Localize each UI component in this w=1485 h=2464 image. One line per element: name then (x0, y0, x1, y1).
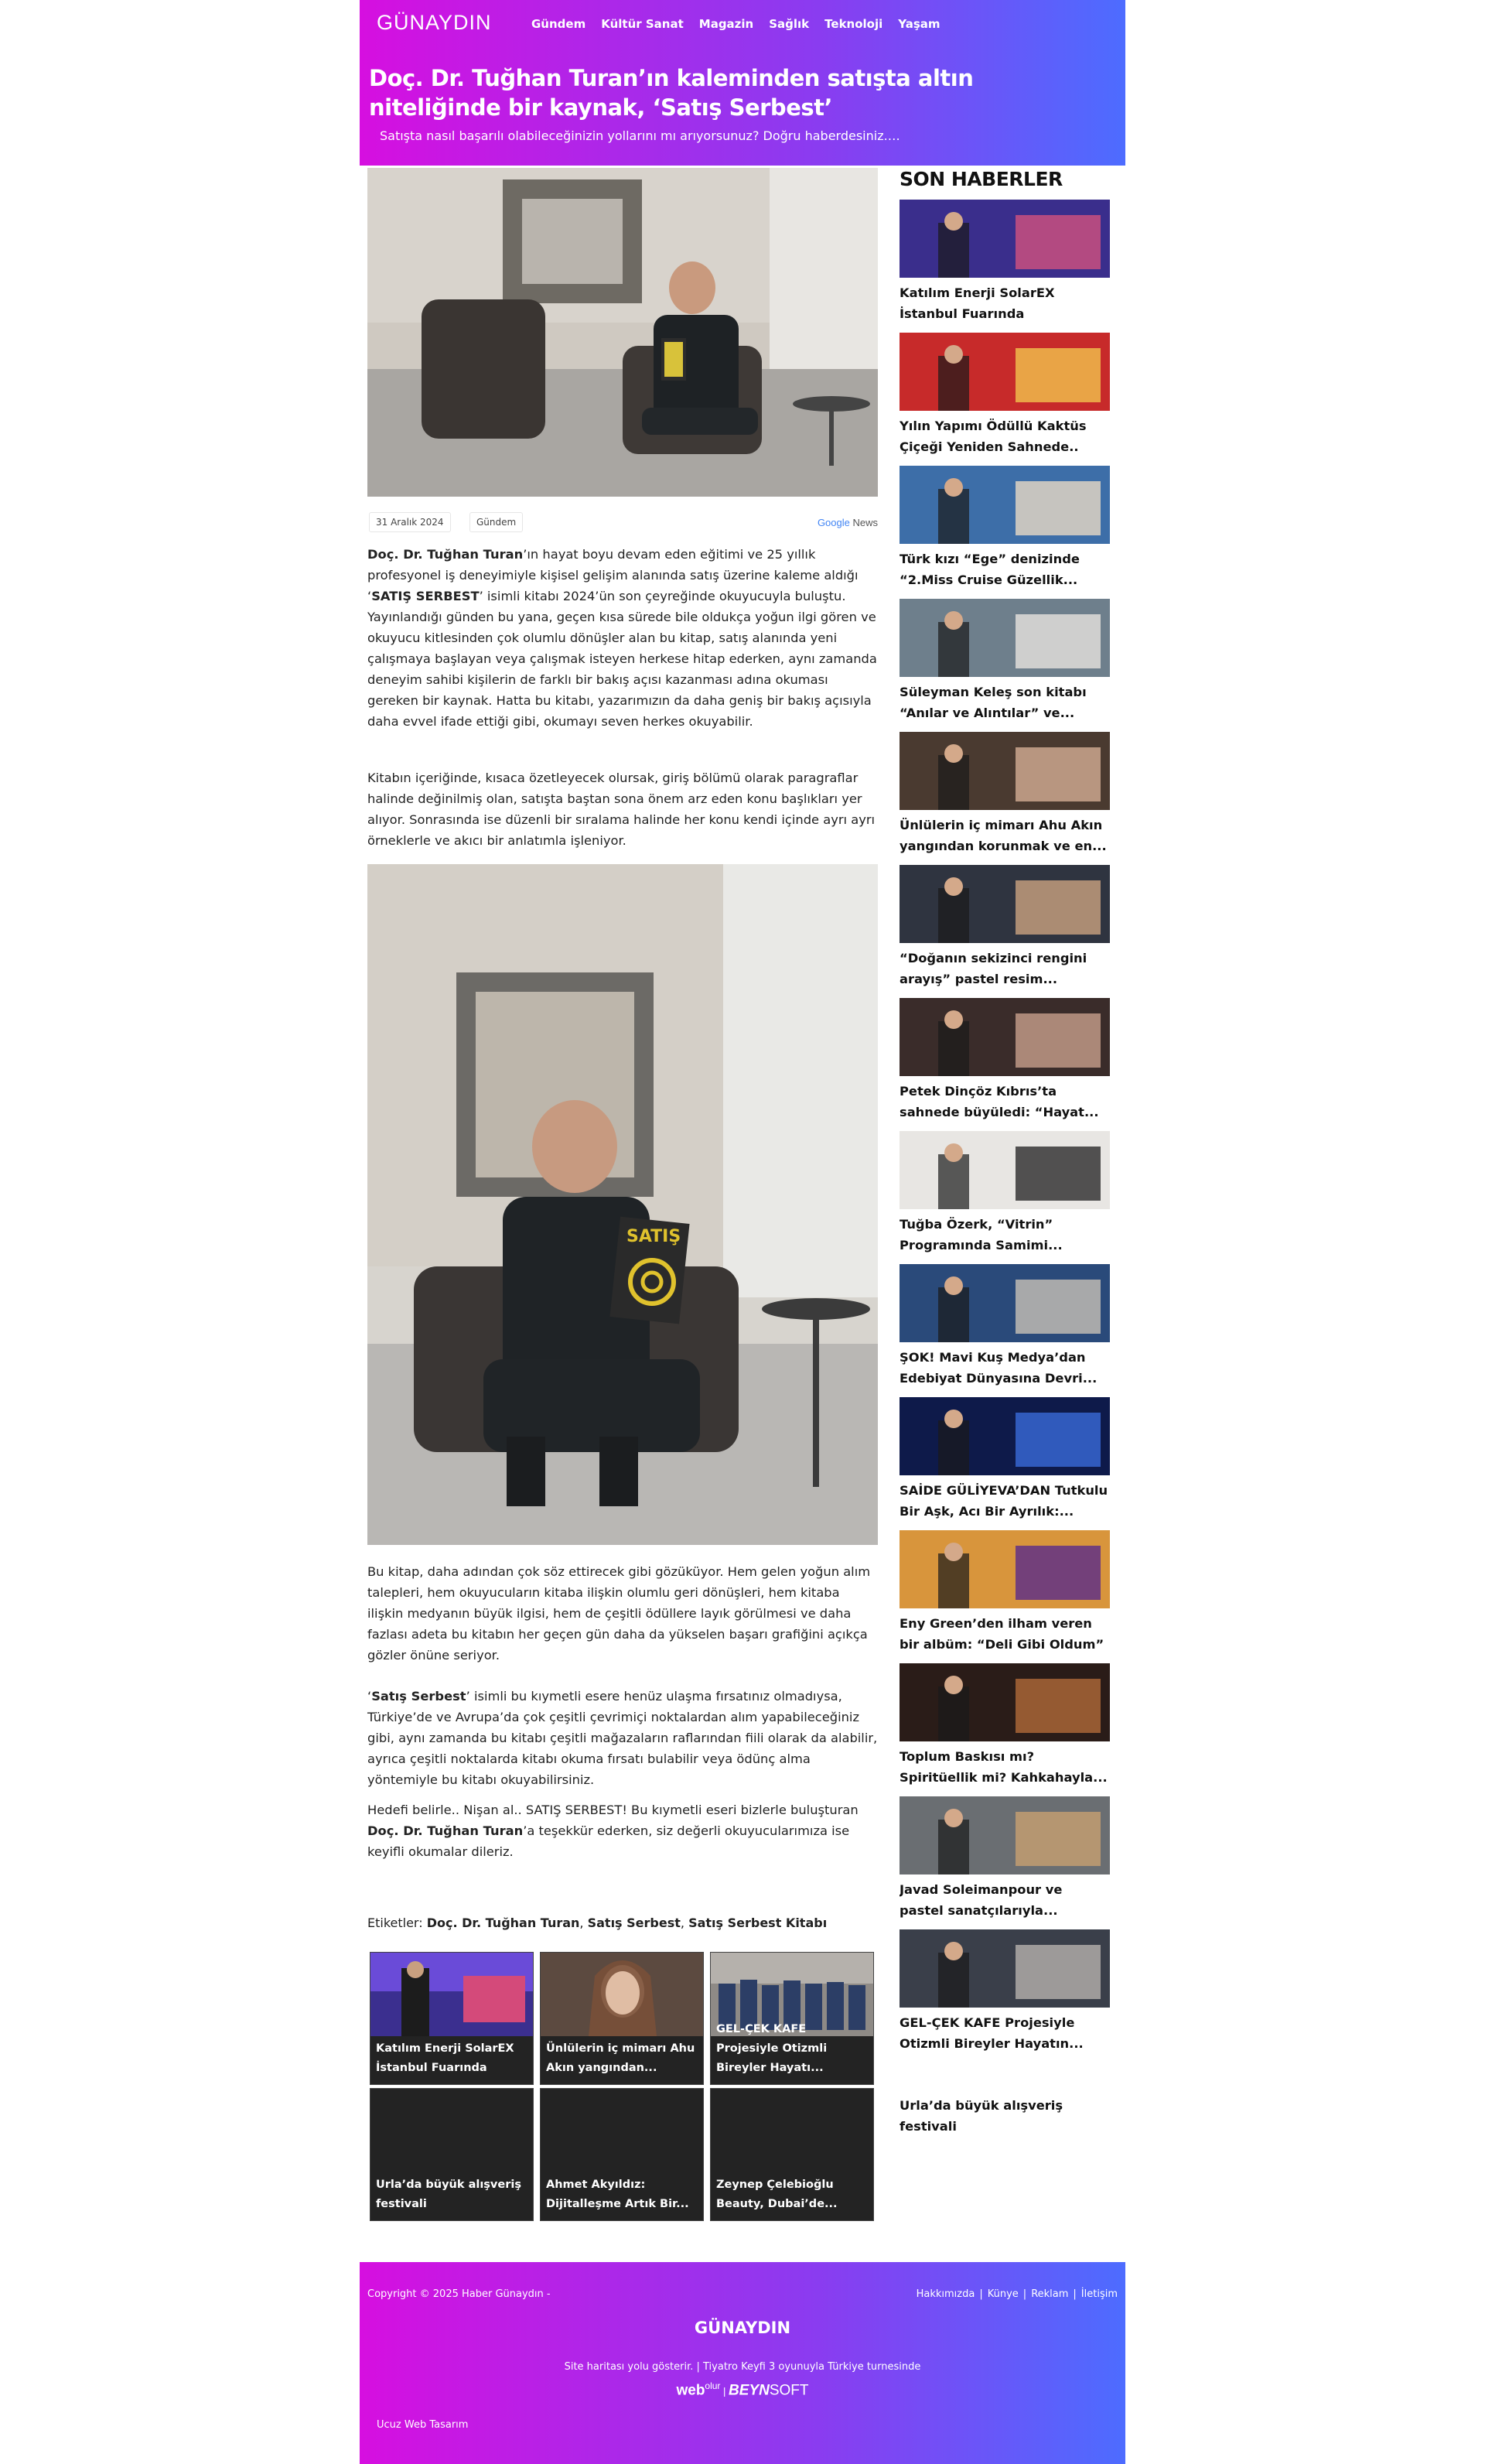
sidebar-news-item[interactable] (900, 1397, 1110, 1522)
article-hero-image (367, 168, 878, 497)
paragraph-text: Hedefi belirle.. Nişan al.. SATIŞ SERBEST! Bu kıymetli eseri bizlerle buluşturan (367, 1803, 859, 1817)
sidebar-news-title[interactable]: Urla’da büyük alışveriş festivali (900, 2098, 1063, 2134)
sidebar-news-title[interactable]: Yılın Yapımı Ödüllü Kaktüs Çiçeği Yeniden Sahnede.. (900, 419, 1087, 454)
site-footer (360, 2262, 1125, 2464)
paragraph-text: ‘ (367, 1689, 372, 1704)
sidebar-news-item[interactable] (900, 2090, 1110, 2137)
nav-item-magazin[interactable]: Magazin (698, 17, 754, 31)
sidebar-news-thumbnail (900, 599, 1110, 677)
related-title: Urla’da büyük alışveriş festivali (376, 2179, 521, 2210)
footer-logo[interactable]: GÜNAYDIN (694, 2319, 791, 2337)
nav-item-gundem[interactable]: Gündem (531, 17, 586, 31)
article-date: 31 Aralık 2024 (369, 512, 451, 532)
sidebar-title: SON HABERLER (900, 168, 1063, 190)
related-card[interactable] (370, 1952, 534, 2085)
sidebar-news-thumbnail (900, 466, 1110, 544)
google-news-logo: Google (817, 517, 850, 528)
sidebar-news-title[interactable]: Türk kızı “Ege” denizinde “2.Miss Cruise Güzellik... (900, 552, 1080, 587)
article-category[interactable]: Gündem (469, 512, 523, 532)
sidebar-news-thumbnail (900, 1796, 1110, 1874)
footer-link-kunye[interactable]: Künye (987, 2288, 1019, 2300)
article-subheadline: Satışta nasıl başarılı olabileceğinizin yollarını mı arıyorsunuz? Doğru haberdesiniz.… (380, 128, 900, 143)
site-header (360, 0, 1125, 166)
brand-soft: SOFT (769, 2382, 809, 2399)
related-card[interactable] (540, 1952, 704, 2085)
sidebar-news-thumbnail (900, 1929, 1110, 2008)
sidebar-news-item[interactable] (900, 1264, 1110, 1389)
footer-developer-brand[interactable] (360, 2380, 1125, 2399)
tag-link[interactable]: Satış Serbest Kitabı (688, 1915, 828, 1930)
sidebar-news-item[interactable] (900, 599, 1110, 723)
related-card[interactable] (710, 1952, 874, 2085)
related-title: GEL-ÇEK KAFE Projesiyle Otizmli Bireyler Hayatı... (716, 2023, 828, 2074)
nav-item-saglik[interactable]: Sağlık (769, 17, 810, 31)
related-title: Katılım Enerji SolarEX İstanbul Fuarında (376, 2042, 514, 2074)
sidebar-news-thumbnail (900, 1264, 1110, 1342)
article-meta (367, 511, 878, 534)
sidebar-news-thumbnail (900, 865, 1110, 943)
paragraph-text: ’ isimli bu kıymetli esere henüz ulaşma fırsatınız olmadıysa, Türkiye’de ve Avrupa’da çok çeşitli çevrimiçi noktalardan alım yapabileceğiniz gibi, aynı zamanda bu kitabı çeşitli mağazaların raflarından fiili olarak da alabilir, ayrıca çeşitli noktalarda kitabı okuma fırsatı bulabilir veya ödünç alma yöntemiyle bu kitabı okuyabilirsiniz. (367, 1689, 878, 1787)
sidebar-news-title[interactable]: Petek Dinçöz Kıbrıs’ta sahnede büyüledi: “Hayat... (900, 1084, 1099, 1119)
sidebar-news-title[interactable]: Ünlülerin iç mimarı Ahu Akın yangından korunmak ve en... (900, 818, 1107, 853)
article-paragraph-4 (367, 1686, 878, 1790)
tags-separator: , (579, 1915, 588, 1930)
footer-ucuz-web-link[interactable]: Ucuz Web Tasarım (377, 2419, 469, 2431)
related-title: Zeynep Çelebioğlu Beauty, Dubai’de... (716, 2179, 838, 2210)
author-name: Doç. Dr. Tuğhan Turan (367, 1823, 524, 1838)
sidebar-news-item[interactable] (900, 732, 1110, 856)
brand-olur: olur (705, 2380, 721, 2391)
brand-beyn: BEYN (729, 2382, 770, 2399)
sidebar-news-thumbnail (900, 732, 1110, 810)
footer-links: Hakkımızda | Künye | Reklam | İletişim (916, 2288, 1118, 2300)
related-thumbnail (370, 1953, 534, 2036)
related-thumbnail (541, 1953, 704, 2036)
sidebar-news-item[interactable] (900, 1131, 1110, 1256)
sidebar-news-title[interactable]: Süleyman Keleş son kitabı “Anılar ve Alıntılar” ve... (900, 685, 1087, 720)
sidebar-news-thumbnail (900, 200, 1110, 278)
brand-web: web (676, 2382, 705, 2399)
paragraph-text: ’a teşekkür ederken, siz değerli okuyucularımıza ise keyifli okumalar dileriz. (367, 1823, 850, 1859)
book-title: SATIŞ SERBEST (371, 589, 480, 603)
sidebar-news-thumbnail (900, 1663, 1110, 1741)
sidebar-news-thumbnail (900, 1530, 1110, 1608)
article-paragraph-3: Bu kitap, daha adından çok söz ettirecek gibi gözüküyor. Hem gelen yoğun alım talepleri, hem okuyucuların kitaba ilişkin olumlu geri dönüşleri, hem kitaba ilişkin medyanın büyük ilgisi, hem de çeşitli ödüllere layık görülmesi ve daha fazlası adeta bu kitabın her geçen gün daha da yükselen başarı grafiğini açıkça gözler önüne seriyor. (367, 1564, 871, 1663)
sidebar-news-title[interactable]: GEL-ÇEK KAFE Projesiyle Otizmli Bireyler Hayatın... (900, 2015, 1084, 2051)
footer-link-hakkimizda[interactable]: Hakkımızda (916, 2288, 975, 2300)
sidebar-news-title[interactable]: Eny Green’den ilham veren bir albüm: “Deli Gibi Oldum” (900, 1616, 1104, 1652)
paragraph-text: ’ isimli kitabı 2024’ün son çeyreğinde okuyucuyla buluştu. Yayınlandığı günden bu yana, geçen kısa sürede bile oldukça yoğun ilgi gören ve okuyucu kitlesinden çok olumlu dönüşler alan bu kitap, satış alanında yeni çalışmaya başlayan veya çalışmak isteyen herkese hitap ederken, aynı zamanda deneyim sahibi kişilerin de farklı bir bakış açısı kazanması adına okuması gereken bir kaynak. Hatta bu kitabı, yazarımızın da daha geniş bir bakış açısıyla daha evvel ifade ettiği gibi, okumayı seven herkes okuyabilir. (367, 589, 877, 729)
sidebar-news-thumbnail (900, 998, 1110, 1076)
nav-item-kultur-sanat[interactable]: Kültür Sanat (601, 17, 684, 31)
sidebar-news-title[interactable]: “Doğanın sekizinci rengini arayış” pastel resim... (900, 951, 1087, 986)
book-title: Satış Serbest (371, 1689, 466, 1704)
main-nav (531, 17, 956, 31)
footer-link-reklam[interactable]: Reklam (1031, 2288, 1069, 2300)
article-tags (367, 1915, 827, 1930)
sidebar-news-item[interactable] (900, 333, 1110, 457)
sidebar-news-title[interactable]: Toplum Baskısı mı? Spiritüellik mi? Kahkahayla... (900, 1749, 1108, 1785)
sidebar-news-item[interactable] (900, 865, 1110, 989)
google-news-link[interactable] (818, 517, 878, 528)
related-card[interactable] (370, 2088, 534, 2221)
article-main (367, 168, 878, 497)
related-card[interactable] (710, 2088, 874, 2221)
book-cover-title: SATIŞ (626, 1227, 681, 1246)
nav-item-teknoloji[interactable]: Teknoloji (824, 17, 883, 31)
sidebar-news-item[interactable] (900, 998, 1110, 1123)
sidebar-news-thumbnail (900, 1397, 1110, 1475)
sidebar-news-item[interactable] (900, 1530, 1110, 1655)
tag-link[interactable]: Satış Serbest (587, 1915, 681, 1930)
sidebar-news-title[interactable]: Javad Soleimanpour ve pastel sanatçılarıyla... (900, 1882, 1063, 1918)
site-logo[interactable]: GÜNAYDIN (377, 11, 492, 34)
footer-sitemap-line[interactable]: Site haritası yolu gösterir. | Tiyatro Keyfi 3 oyunuyla Türkiye turnesinde (564, 2361, 921, 2373)
sidebar-news-thumbnail (900, 1131, 1110, 1209)
sidebar-news-thumbnail (900, 333, 1110, 411)
sidebar-news-title[interactable]: SAİDE GÜLİYEVA’DAN Tutkulu Bir Aşk, Acı Bir Ayrılık:... (900, 1483, 1108, 1519)
tags-separator: , (680, 1915, 689, 1930)
related-title: Ahmet Akyıldız: Dijitalleşme Artık Bir... (546, 2179, 689, 2210)
related-card[interactable] (540, 2088, 704, 2221)
tag-link[interactable]: Doç. Dr. Tuğhan Turan (426, 1915, 580, 1930)
paragraph-text: ’ın hayat boyu devam eden eğitimi ve 25 yıllık profesyonel iş deneyimiyle kişisel gelişim alanında satış üzerine kaleme aldığı ‘ (367, 547, 859, 603)
footer-copyright: Copyright © 2025 Haber Günaydın - (367, 2288, 551, 2300)
sidebar-news-title[interactable]: Katılım Enerji SolarEX İstanbul Fuarında (900, 285, 1055, 321)
tags-label: Etiketler: (367, 1915, 427, 1930)
sidebar-news-title[interactable]: Tuğba Özerk, “Vitrin” Programında Samimi... (900, 1217, 1063, 1253)
sidebar-news-item[interactable] (900, 466, 1110, 590)
article-headline: Doç. Dr. Tuğhan Turan’ın kaleminden satışta altın niteliğinde bir kaynak, ‘Satış Serbest’ (369, 65, 974, 121)
sidebar-news-item[interactable] (900, 1663, 1110, 1788)
article-paragraph-1 (367, 544, 878, 732)
brand-separator: | (720, 2385, 729, 2397)
article-paragraph-5 (367, 1799, 878, 1862)
related-title: Ünlülerin iç mimarı Ahu Akın yangından... (546, 2042, 695, 2074)
footer-link-iletisim[interactable]: İletişim (1080, 2288, 1118, 2300)
author-name: Doç. Dr. Tuğhan Turan (367, 547, 524, 562)
book-cover (609, 1217, 689, 1324)
sidebar-news-title[interactable]: ŞOK! Mavi Kuş Medya’dan Edebiyat Dünyasına Devri... (900, 1350, 1098, 1386)
sidebar-news-item[interactable] (900, 1929, 1110, 2054)
google-news-label: News (852, 517, 878, 528)
nav-item-yasam[interactable]: Yaşam (898, 17, 940, 31)
article-paragraph-2: Kitabın içeriğinde, kısaca özetleyecek olursak, giriş bölümü olarak paragraflar halinde değinilmiş olan, satışta baştan sona önem arz eden konu başlıkları yer alıyor. Sonrasında ise düzenli bir sıralama halinde her konu kendi içinde ayrı ayrı örneklerle ve akıcı bir anlatımla işleniyor. (367, 771, 876, 848)
sidebar-news-item[interactable] (900, 1796, 1110, 1921)
article-inline-image (367, 864, 878, 1545)
sidebar-news-item[interactable] (900, 200, 1110, 324)
